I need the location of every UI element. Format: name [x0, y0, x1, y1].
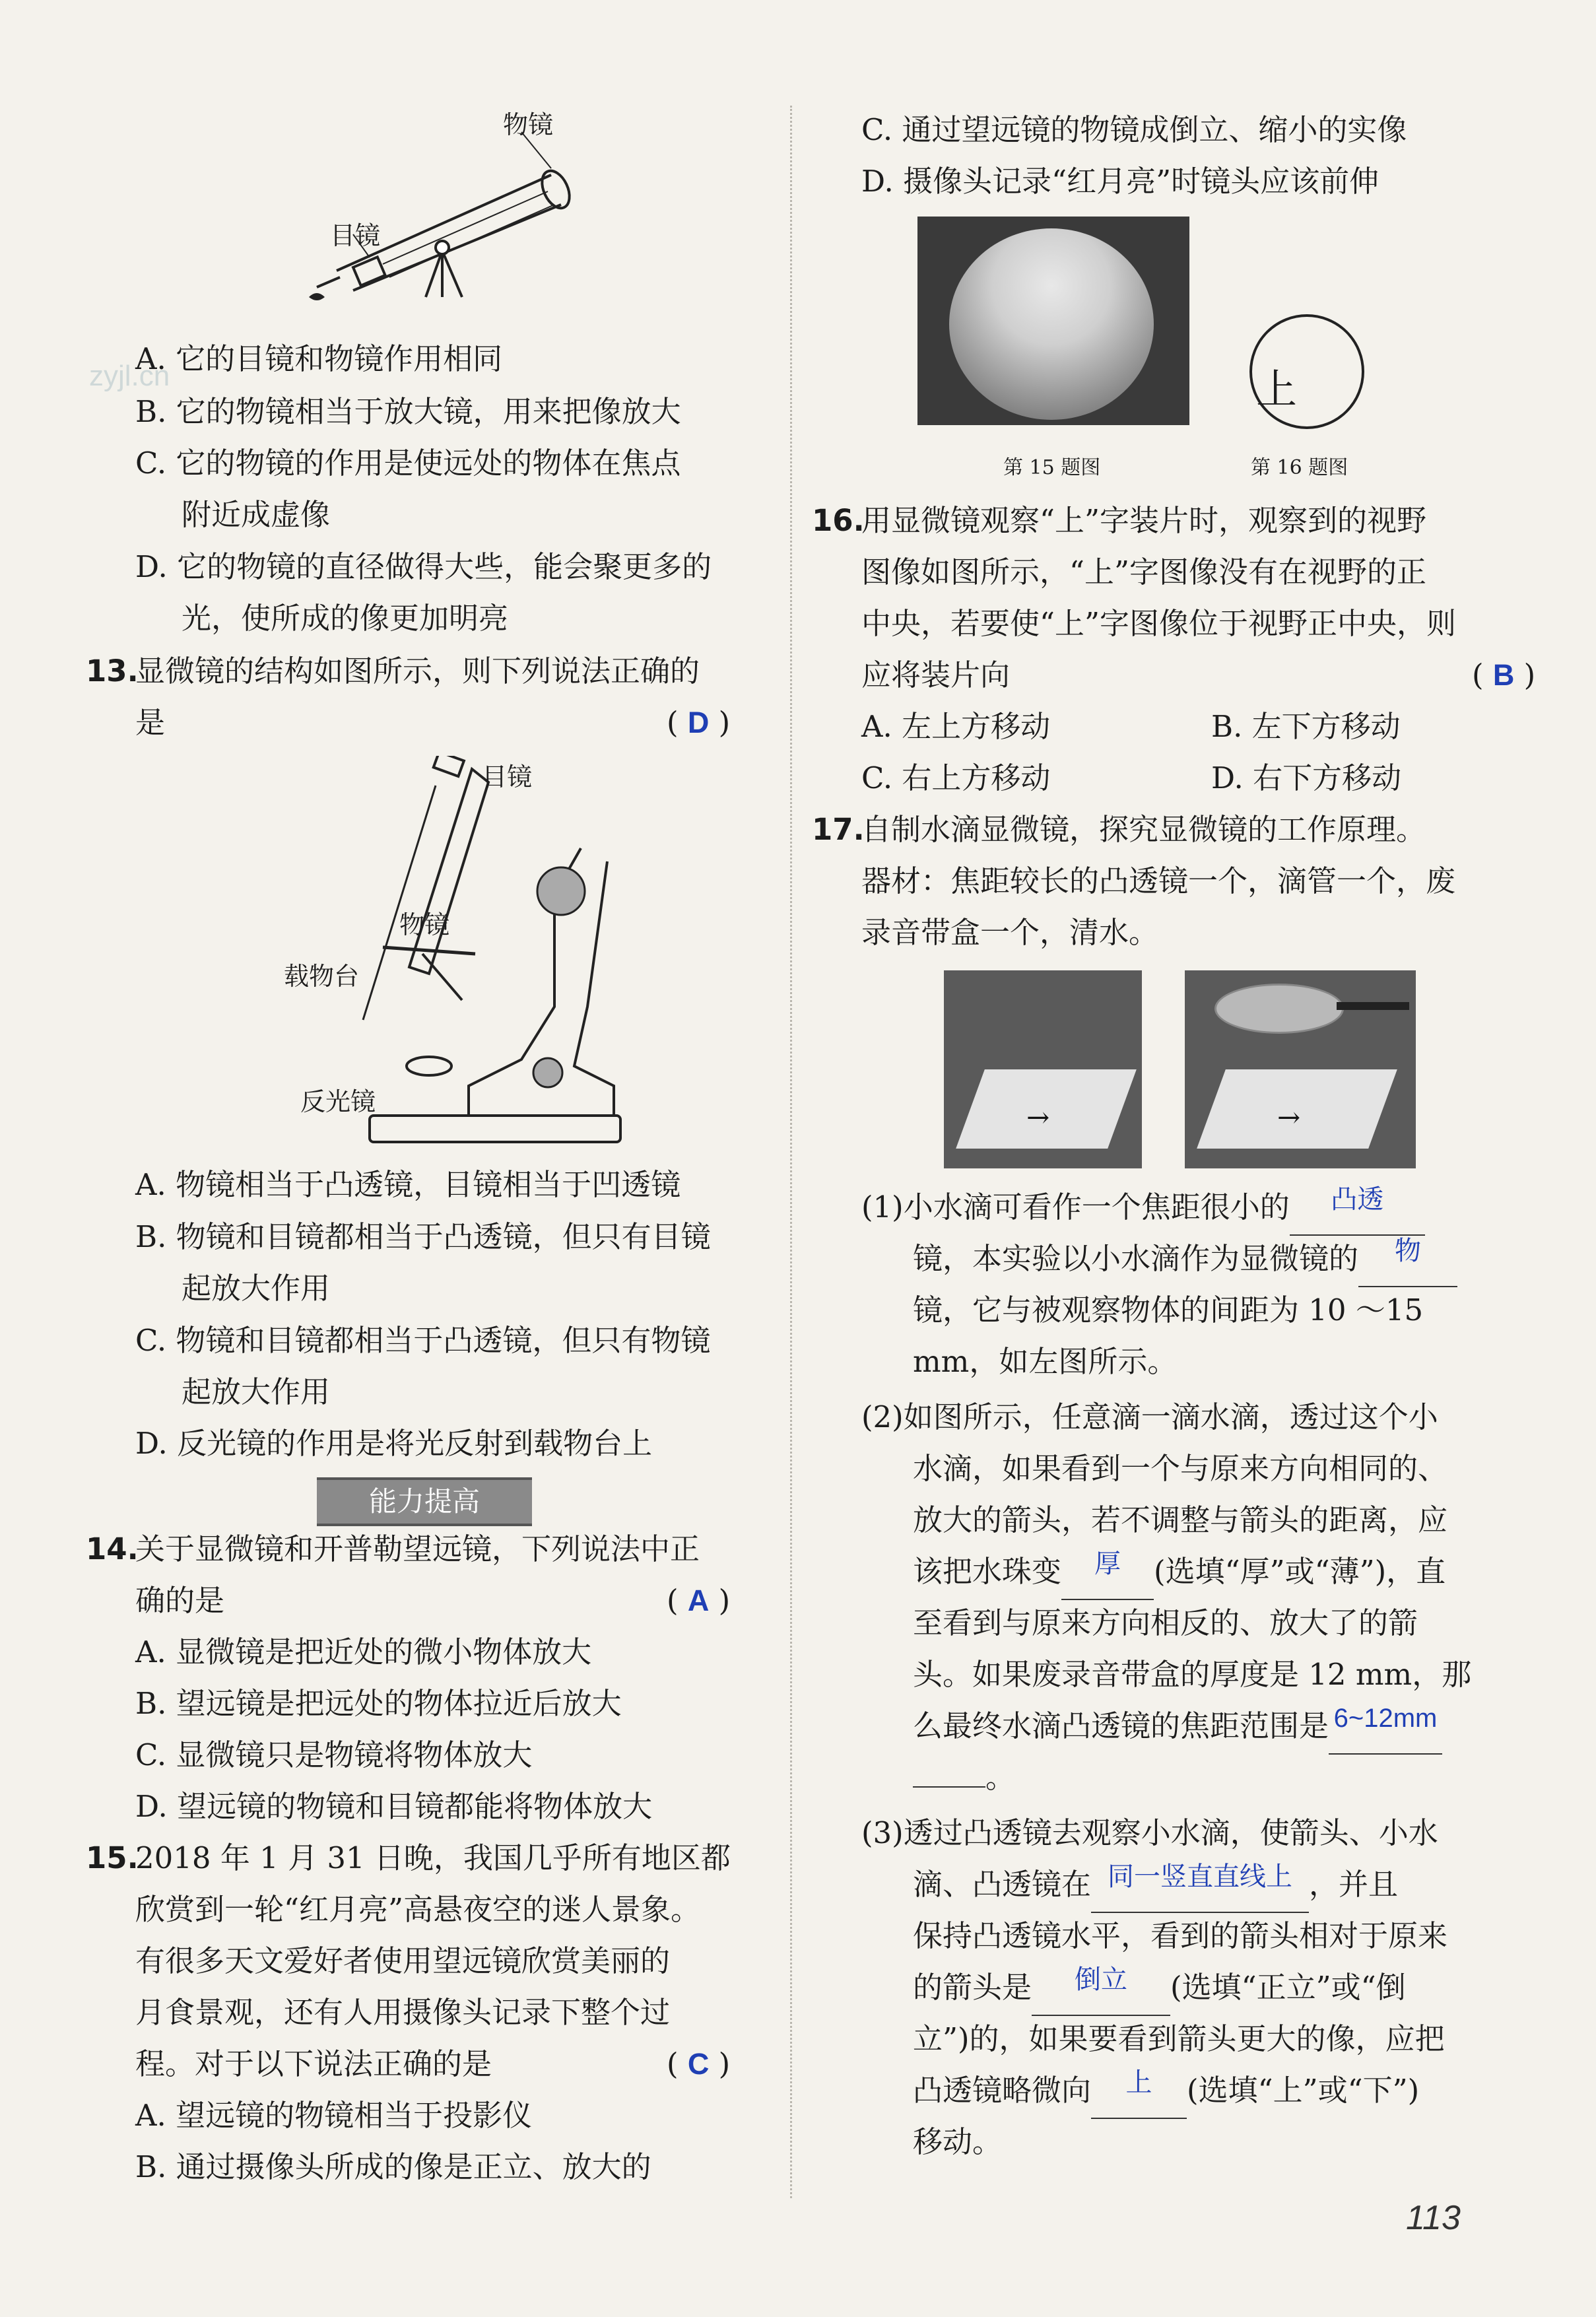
q15-number: 15. — [86, 1840, 139, 1875]
q14-option-d: D. 望远镜的物镜和目镜都能将物体放大 — [135, 1789, 653, 1824]
q13-option-c: C. 物镜和目镜都相当于凸透镜，但只有物镜 — [135, 1323, 711, 1358]
q17-number: 17. — [812, 812, 865, 847]
q16-option-a: A. 左上方移动 — [861, 709, 1051, 744]
moon-disk — [949, 228, 1154, 420]
q15-stem-4: 月食景观，还有人用摄像头记录下整个过 — [135, 1995, 671, 2030]
q17-part2-line8: 。 — [913, 1752, 1015, 1803]
arrow-icon: → — [1026, 1101, 1050, 1133]
q12-option-b: B. 它的物镜相当于放大镜，用来把像放大 — [135, 394, 681, 429]
q16-option-d: D. 右下方移动 — [1211, 760, 1402, 795]
q17-part1-line3: 镜，它与被观察物体的间距为 10 ～15 — [913, 1293, 1424, 1327]
q14-option-a: A. 显微镜是把近处的微小物体放大 — [135, 1634, 592, 1669]
q17-part2-line2: 水滴，如果看到一个与原来方向相同的、 — [913, 1451, 1448, 1486]
moon-photo — [917, 217, 1189, 425]
q17-stem-2: 器材：焦距较长的凸透镜一个，滴管一个，废 — [861, 863, 1456, 898]
q13-option-a: A. 物镜相当于凸透镜，目镜相当于凹透镜 — [135, 1167, 681, 1202]
q17-part2-line1: (2)如图所示，任意滴一滴水滴，透过这个小 — [861, 1399, 1438, 1434]
q16-stem-3: 中央，若要使“上”字图像位于视野正中央，则 — [861, 606, 1457, 641]
q12-option-a: A. 它的目镜和物镜作用相同 — [135, 341, 503, 376]
q17-stem-3: 录音带盒一个，清水。 — [861, 915, 1159, 950]
q15-stem-2: 欣赏到一轮“红月亮”高悬夜空的迷人景象。 — [135, 1892, 701, 1927]
q15-answer: ( C ) — [667, 2046, 731, 2081]
q12-option-d: D. 它的物镜的直径做得大些，能会聚更多的 — [135, 549, 712, 584]
q16-option-c: C. 右上方移动 — [861, 760, 1051, 795]
q13-option-b-cont: 起放大作用 — [182, 1271, 331, 1306]
q13-option-b: B. 物镜和目镜都相当于凸透镜，但只有目镜 — [135, 1219, 711, 1254]
q14-answer: ( A ) — [667, 1583, 731, 1618]
q17-part3-line3: 保持凸透镜水平，看到的箭头相对于原来 — [913, 1918, 1448, 1953]
q14-number: 14. — [86, 1531, 139, 1566]
coarse-focus-knob — [537, 867, 585, 915]
q16-stem: 用显微镜观察“上”字装片时，观察到的视野 — [861, 503, 1427, 538]
view-character: 上 — [1256, 365, 1298, 413]
convex-lens — [1214, 984, 1344, 1034]
q16-stem-4: 应将装片向 — [861, 657, 1011, 692]
microscope-figure — [356, 756, 634, 1152]
q15-option-c: C. 通过望远镜的物镜成倒立、缩小的实像 — [861, 112, 1407, 147]
q14-option-c: C. 显微镜只是物镜将物体放大 — [135, 1737, 533, 1772]
q13-stem: 显微镜的结构如图所示，则下列说法正确的 — [135, 654, 700, 688]
q14-option-b: B. 望远镜是把远处的物体拉近后放大 — [135, 1686, 622, 1721]
q17-part3-blank1: 同一竖直直线上 — [1091, 1859, 1309, 1913]
q17-part3-line1: (3)透过凸透镜去观察小水滴，使箭头、小水 — [861, 1815, 1438, 1850]
eye-icon — [309, 293, 325, 300]
q16-stem-2: 图像如图所示，“上”字图像没有在视野的正 — [861, 554, 1427, 589]
q17-part2-blank2: 6~12mm — [1329, 1700, 1442, 1755]
q17-part1-line4: mm，如左图所示。 — [913, 1344, 1178, 1379]
q17-part1-blank2: 物 — [1358, 1233, 1457, 1287]
water-drop-photo-2 — [1185, 970, 1416, 1168]
q17-part2-line6: 头。如果废录音带盒的厚度是 12 mm，那 — [913, 1657, 1472, 1692]
page-number: 113 — [1406, 2199, 1461, 2237]
q12-option-d-cont: 光，使所成的像更加明亮 — [182, 601, 509, 636]
q16-option-b: B. 左下方移动 — [1211, 709, 1401, 744]
q17-part3-line7: 移动。 — [913, 2124, 1003, 2159]
q16-answer: ( B ) — [1472, 657, 1536, 692]
q13-answer: ( D ) — [667, 705, 731, 740]
q17-part3-blank3: 上 — [1091, 2065, 1187, 2119]
q15-stem-5: 程。对于以下说法正确的是 — [135, 2046, 492, 2081]
q17-part3-line4: 的箭头是 倒立 (选填“正立”或“倒 — [913, 1962, 1406, 2016]
section-heading: 能力提高 — [317, 1477, 532, 1526]
q17-part3-line5: 立”)的，如果要看到箭头更大的像，应把 — [913, 2021, 1445, 2056]
q17-part2-line3: 放大的箭头，若不调整与箭头的距离，应 — [913, 1502, 1448, 1537]
fine-focus-knob — [533, 1058, 562, 1087]
q15-option-d: D. 摄像头记录“红月亮”时镜头应该前伸 — [861, 164, 1380, 199]
microscope-stage-label: 载物台 — [284, 962, 360, 991]
telescope-eyepiece-label: 目镜 — [330, 221, 381, 250]
q12-option-c-cont: 附近成虚像 — [182, 497, 331, 532]
q17-part2-line4: 该把水珠变 厚 (选填“厚”或“薄”)，直 — [913, 1546, 1446, 1600]
q15-option-b: B. 通过摄像头所成的像是正立、放大的 — [135, 2149, 651, 2184]
telescope-objective-label: 物镜 — [503, 110, 554, 139]
q15-stem: 2018 年 1 月 31 日晚，我国几乎所有地区都 — [135, 1840, 731, 1875]
column-divider — [790, 106, 792, 2198]
q15-option-a: A. 望远镜的物镜相当于投影仪 — [135, 2098, 533, 2133]
fig15-caption: 第 15 题图 — [1003, 456, 1101, 479]
q13-stem-cont: 是 — [135, 705, 166, 740]
watermark: zyjl.cn — [89, 360, 170, 392]
microscope-objective-label: 物镜 — [399, 910, 450, 939]
q17-part3-line6: 凸透镜略微向 上 (选填“上”或“下”) — [913, 2065, 1419, 2119]
fig16-caption: 第 16 题图 — [1251, 456, 1348, 479]
q17-part3-blank2: 倒立 — [1032, 1962, 1170, 2016]
q17-stem: 自制水滴显微镜，探究显微镜的工作原理。 — [861, 812, 1426, 847]
q17-part2-line7: 么最终水滴凸透镜的焦距范围是 6~12mm — [913, 1700, 1442, 1755]
q13-number: 13. — [86, 654, 139, 688]
q17-part1-blank1: 凸透 — [1290, 1182, 1425, 1236]
q13-option-c-cont: 起放大作用 — [182, 1374, 331, 1409]
q17-part2-blank1: 厚 — [1061, 1546, 1154, 1600]
q17-part1-line1: (1)小水滴可看作一个焦距很小的 凸透 — [861, 1182, 1425, 1236]
arrow-icon-2: → — [1277, 1101, 1301, 1133]
water-drop-photo-1 — [944, 970, 1142, 1168]
q12-option-c: C. 它的物镜的作用是使远处的物体在焦点 — [135, 446, 681, 481]
q14-stem-cont: 确的是 — [135, 1583, 225, 1618]
q14-stem: 关于显微镜和开普勒望远镜，下列说法中正 — [135, 1531, 700, 1566]
q16-number: 16. — [812, 503, 865, 538]
q17-part3-line2: 滴、凸透镜在 同一竖直直线上 ，并且 — [913, 1859, 1398, 1913]
q13-option-d: D. 反光镜的作用是将光反射到载物台上 — [135, 1426, 653, 1461]
q15-stem-3: 有很多天文爱好者使用望远镜欣赏美丽的 — [135, 1943, 671, 1978]
microscope-eyepiece-label: 目镜 — [482, 762, 533, 791]
q17-part2-line5: 至看到与原来方向相反的、放大了的箭 — [913, 1605, 1418, 1640]
microscope-mirror-label: 反光镜 — [300, 1087, 376, 1116]
q17-part1-line2: 镜，本实验以小水滴作为显微镜的 物 — [913, 1233, 1457, 1287]
